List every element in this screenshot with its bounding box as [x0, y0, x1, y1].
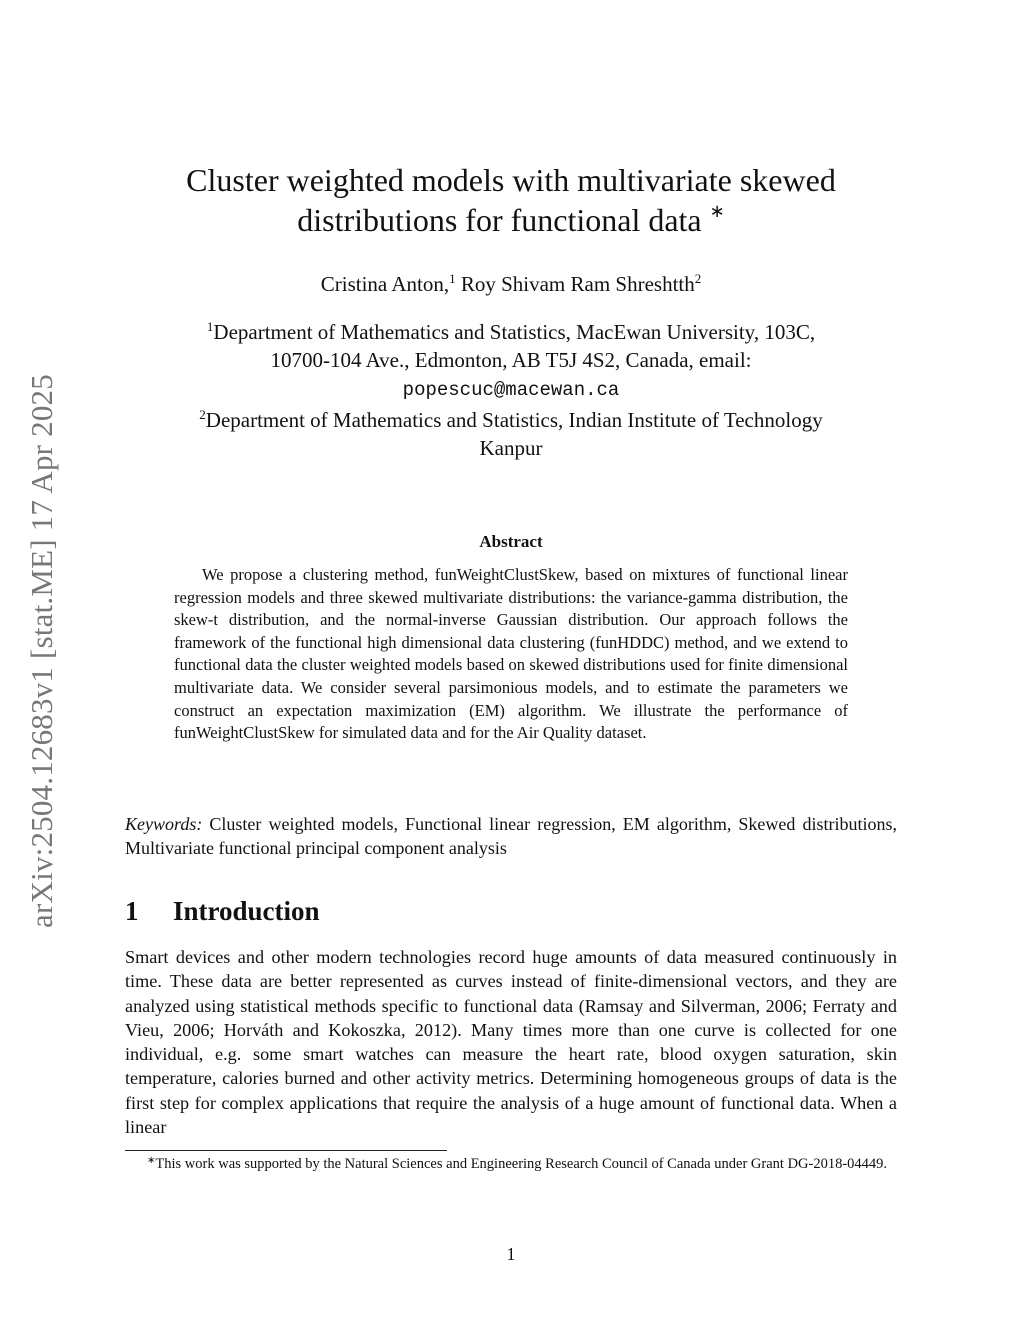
affiliation-2-line1 [118, 406, 904, 434]
email-link[interactable]: popescuc@macewan.ca [402, 379, 620, 401]
affiliation-1 [118, 318, 904, 404]
arxiv-stamp-text: arXiv:2504.12683v1 [stat.ME] 17 Apr 2025 [24, 374, 59, 928]
footnote-text: This work was supported by the Natural Sciences and Engineering Research Council of Canada under Grant DG-2018-04449. [155, 1156, 888, 1172]
author-1-mark: 1 [449, 271, 456, 286]
affiliation-2-line2: Kanpur [479, 436, 543, 460]
paper-title-line2-text: distributions for functional data [297, 202, 702, 238]
intro-paragraph [125, 945, 897, 1139]
abstract-heading: Abstract [479, 532, 543, 551]
author-list [125, 270, 897, 298]
affiliation-2 [118, 406, 904, 462]
author-2: Roy Shivam Ram Shreshtth [460, 272, 695, 296]
section-title: Introduction [173, 896, 320, 926]
paper-title-line1: Cluster weighted models with multivariate skewed [186, 162, 836, 198]
affiliation-2-line1-text: Department of Mathematics and Statistics, Indian Institute of Technology [205, 408, 823, 432]
affiliation-1-line2: 10700-104 Ave., Edmonton, AB T5J 4S2, Canada, email: [270, 348, 752, 372]
page-number: 1 [506, 1244, 516, 1264]
keywords-text: Cluster weighted models, Functional linear regression, EM algorithm, Skewed distributions, Multivariate functional principal component analysis [125, 814, 897, 858]
keywords-label: Keywords: [125, 814, 203, 834]
affiliation-1-line1-text: Department of Mathematics and Statistics, MacEwan University, 103C, [213, 320, 816, 344]
footnote [125, 1155, 897, 1174]
footnote-mark: ∗ [147, 1155, 156, 1166]
section-heading [125, 894, 897, 928]
section-number: 1 [125, 896, 139, 926]
author-2-mark: 2 [694, 271, 702, 286]
paper-title [125, 160, 897, 240]
footnote-rule [125, 1150, 447, 1151]
title-footnote-mark: ∗ [709, 201, 725, 221]
keywords [125, 812, 897, 860]
paper-title-line2 [125, 200, 897, 240]
abstract-text: We propose a clustering method, funWeightClustSkew, based on mixtures of functional linear regression models and three skewed multivariate distributions: the variance-gamma distribution, the skew-t distribution, and the normal-inverse Gaussian distribution. Our approach follows the framework of the functional high dimensional data clustering (funHDDC) method, and we extend to functional data the cluster weighted models based on skewed distributions used for finite dimensional multivariate data. We consider several parsimonious models, and to estimate the parameters we construct an expectation maximization (EM) algorithm. We illustrate the performance of funWeightClustSkew for simulated data and for the Air Quality dataset. [174, 565, 848, 743]
intro-paragraph-text: Smart devices and other modern technologies record huge amounts of data measured continuously in time. These data are better represented as curves instead of finite-dimensional vectors, and they are analyzed using statistical methods specific to functional data (Ramsay and Silverman, 2006; Ferraty and Vieu, 2006; Horváth and Kokoszka, 2012). Many times more than one curve is collected for one individual, e.g. some smart watches can measure the heart rate, blood oxygen saturation, skin temperature, calories burned and other activity metrics. Determining homogeneous groups of data is the first step for complex applications that require the analysis of a huge amount of functional data. When a linear [125, 947, 897, 1138]
affiliation-2-mark: 2 [199, 407, 206, 422]
author-1: Cristina Anton, [320, 272, 450, 296]
affiliation-1-email [118, 374, 904, 404]
affiliation-1-mark: 1 [206, 319, 214, 334]
arxiv-stamp [21, 346, 63, 956]
affiliation-1-line1 [118, 318, 904, 346]
